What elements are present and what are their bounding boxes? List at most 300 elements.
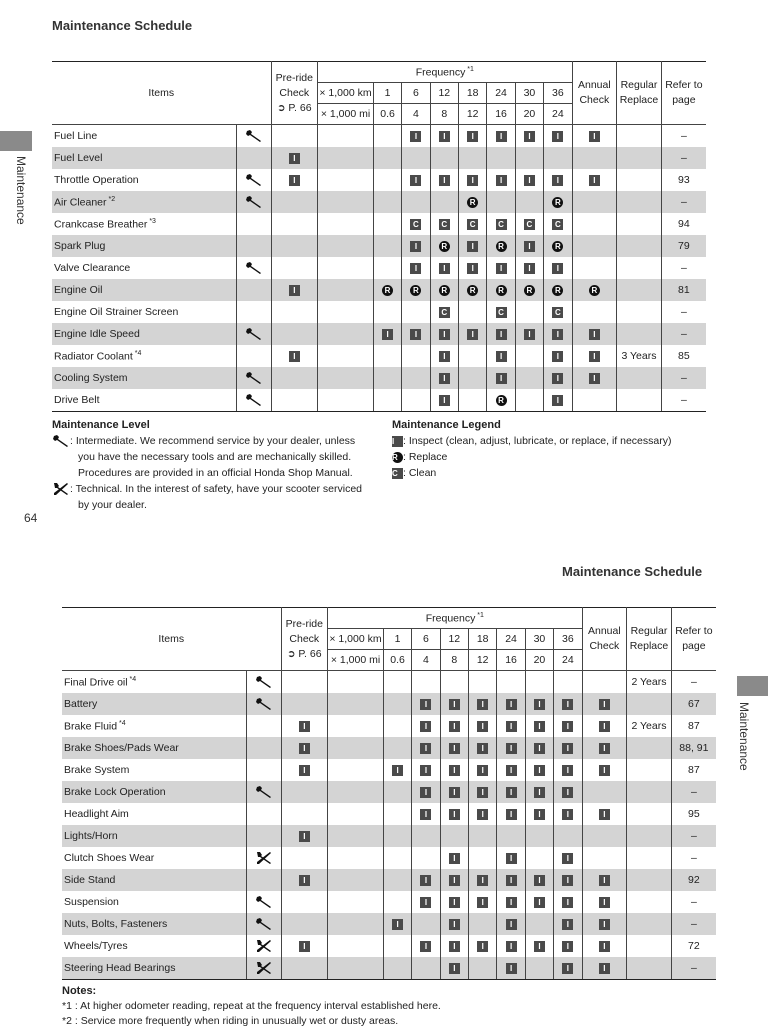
row-freq-6 — [402, 389, 430, 412]
wrench-icon — [245, 130, 263, 142]
item-label: Cooling System — [54, 372, 128, 384]
wrench-icon — [255, 698, 273, 710]
row-refer-page: 94 — [661, 213, 706, 235]
row-preride — [271, 147, 318, 169]
t1-regular-header-l2: Replace — [619, 94, 659, 106]
item-label: Brake System — [64, 764, 130, 776]
row-level — [247, 825, 281, 847]
row-freq-blank — [328, 759, 384, 781]
freq-mark: I — [467, 329, 478, 340]
freq-mark: I — [534, 875, 545, 886]
row-regular: 3 Years — [617, 345, 662, 367]
row-freq-36 — [544, 235, 572, 257]
row-freq-30 — [515, 125, 543, 148]
freq-mark: I — [477, 941, 488, 952]
row-freq-6 — [402, 147, 430, 169]
row-regular — [617, 147, 662, 169]
row-level — [247, 869, 281, 891]
annual-mark: I — [589, 329, 600, 340]
annual-mark: I — [599, 743, 610, 754]
annual-mark: I — [599, 875, 610, 886]
row-annual — [582, 935, 627, 957]
row-annual — [582, 781, 627, 803]
row-freq-36 — [544, 279, 572, 301]
row-freq-30 — [525, 781, 553, 803]
row-freq-24 — [487, 367, 515, 389]
row-freq-18 — [469, 715, 497, 737]
row-freq-18 — [469, 825, 497, 847]
row-preride — [281, 869, 328, 891]
row-freq-blank — [318, 345, 374, 367]
freq-mark: I — [439, 395, 450, 406]
freq-mark: I — [449, 743, 460, 754]
row-level — [237, 301, 271, 323]
freq-mark: I — [449, 809, 460, 820]
note-mark-2: *2 : — [62, 1015, 78, 1027]
row-freq-12 — [430, 125, 458, 148]
row-freq-30 — [525, 935, 553, 957]
row-freq-blank — [328, 737, 384, 759]
freq-mark: I — [562, 743, 573, 754]
row-regular — [627, 957, 672, 980]
t2-km-3: 18 — [469, 629, 497, 650]
t2-km-1: 6 — [412, 629, 440, 650]
row-refer-page: – — [661, 367, 706, 389]
row-refer-page: 72 — [671, 935, 716, 957]
row-freq-1 — [373, 323, 401, 345]
freq-mark: I — [449, 897, 460, 908]
row-item-name — [52, 367, 237, 389]
t2-refer-header-l2: page — [682, 640, 706, 652]
freq-mark: I — [496, 263, 507, 274]
row-freq-6 — [412, 847, 440, 869]
freq-mark: I — [449, 919, 460, 930]
row-freq-36 — [544, 125, 572, 148]
row-freq-18 — [469, 913, 497, 935]
row-freq-36 — [554, 803, 582, 825]
row-freq-6 — [402, 213, 430, 235]
row-refer-page: 92 — [671, 869, 716, 891]
wrench-icon — [245, 372, 263, 384]
freq-mark: R — [439, 241, 450, 252]
row-annual — [572, 213, 617, 235]
freq-mark: I — [534, 787, 545, 798]
t2-preride-header — [281, 608, 328, 671]
row-item-name — [52, 125, 237, 148]
freq-mark: I — [506, 699, 517, 710]
row-annual — [572, 235, 617, 257]
item-note: *3 — [147, 217, 156, 225]
row-regular — [627, 913, 672, 935]
item-note: *4 — [132, 349, 142, 357]
freq-mark: R — [552, 197, 563, 208]
row-freq-30 — [515, 323, 543, 345]
t1-preride-line3: P. 66 — [285, 101, 312, 114]
preride-mark: I — [299, 875, 310, 886]
freq-mark: I — [392, 765, 403, 776]
t1-mi-6: 24 — [544, 104, 572, 125]
freq-mark: I — [382, 329, 393, 340]
row-preride — [271, 213, 318, 235]
row-refer-page: 87 — [671, 759, 716, 781]
row-refer-page: – — [671, 913, 716, 935]
t2-mi-2: 8 — [440, 650, 468, 671]
freq-mark: I — [496, 351, 507, 362]
row-level — [237, 389, 271, 412]
annual-mark: I — [589, 373, 600, 384]
row-item-name — [62, 957, 247, 980]
row-level — [237, 257, 271, 279]
row-regular: 2 Years — [627, 715, 672, 737]
maintenance-table-1 — [52, 61, 706, 412]
row-level — [247, 913, 281, 935]
freq-mark: I — [524, 241, 535, 252]
row-annual — [582, 759, 627, 781]
row-freq-24 — [487, 279, 515, 301]
technical-icon — [255, 940, 273, 952]
freq-mark: I — [552, 395, 563, 406]
row-freq-36 — [554, 891, 582, 913]
row-freq-24 — [487, 345, 515, 367]
notes-title: Notes: — [62, 985, 97, 997]
row-freq-24 — [497, 957, 525, 980]
row-refer-page: 88, 91 — [671, 737, 716, 759]
freq-mark: I — [534, 941, 545, 952]
freq-mark: C — [496, 219, 507, 230]
freq-mark: C — [552, 219, 563, 230]
t2-arrow-icon: ➲ — [287, 648, 296, 660]
wrench-icon — [245, 196, 263, 208]
row-annual — [572, 367, 617, 389]
row-freq-30 — [525, 891, 553, 913]
row-freq-30 — [525, 671, 553, 694]
t1-regular-header-l1: Regular — [620, 79, 658, 91]
row-freq-6 — [412, 671, 440, 694]
row-freq-24 — [487, 235, 515, 257]
freq-mark: I — [524, 131, 535, 142]
row-refer-page: 85 — [661, 345, 706, 367]
row-freq-blank — [318, 257, 374, 279]
t1-mi-0: 0.6 — [373, 104, 401, 125]
t2-km-2: 12 — [440, 629, 468, 650]
row-preride — [271, 301, 318, 323]
freq-mark: I — [420, 875, 431, 886]
freq-mark: I — [496, 175, 507, 186]
technical-text-2: by your dealer. — [78, 499, 147, 511]
row-freq-1 — [383, 803, 411, 825]
t1-km-3: 18 — [459, 83, 487, 104]
row-level — [237, 235, 271, 257]
row-annual — [582, 693, 627, 715]
row-preride — [281, 935, 328, 957]
row-regular — [627, 693, 672, 715]
row-freq-18 — [469, 935, 497, 957]
t1-mi-5: 20 — [515, 104, 543, 125]
table-row — [62, 715, 716, 737]
row-level — [237, 345, 271, 367]
row-freq-30 — [525, 737, 553, 759]
t2-preride-line3: P. 66 — [295, 647, 322, 660]
t2-refer-header-l1: Refer to — [675, 625, 713, 637]
row-freq-24 — [497, 693, 525, 715]
t1-refer-header — [661, 62, 706, 125]
row-freq-18 — [469, 891, 497, 913]
freq-mark: I — [449, 765, 460, 776]
preride-mark: I — [289, 351, 300, 362]
t2-preride-line2: Check — [289, 632, 320, 645]
row-freq-36 — [554, 715, 582, 737]
annual-mark: I — [599, 897, 610, 908]
table-row — [52, 257, 706, 279]
row-preride — [271, 169, 318, 191]
row-preride — [281, 759, 328, 781]
row-refer-page: – — [671, 891, 716, 913]
row-item-name — [52, 301, 237, 323]
freq-mark: I — [420, 941, 431, 952]
t2-mi-6: 24 — [554, 650, 582, 671]
freq-mark: I — [562, 963, 573, 974]
item-note: *2 — [106, 195, 116, 203]
row-freq-36 — [544, 323, 572, 345]
row-item-name — [62, 891, 247, 913]
t2-mi-1: 4 — [412, 650, 440, 671]
freq-mark: I — [506, 963, 517, 974]
item-note: *4 — [117, 719, 126, 727]
freq-mark: R — [552, 285, 563, 296]
row-freq-12 — [430, 323, 458, 345]
note-text-2: Service more frequently when riding in unusually wet or dusty areas. — [80, 1015, 399, 1027]
row-item-name — [62, 803, 247, 825]
row-freq-18 — [459, 125, 487, 148]
row-annual — [572, 323, 617, 345]
t1-regular-header — [617, 62, 662, 125]
freq-mark: I — [552, 175, 563, 186]
row-freq-1 — [373, 235, 401, 257]
item-label: Brake Fluid — [64, 720, 118, 733]
row-freq-30 — [515, 345, 543, 367]
row-freq-24 — [487, 389, 515, 412]
freq-mark: I — [562, 853, 573, 864]
freq-mark: I — [506, 721, 517, 732]
item-label: Wheels/Tyres — [64, 940, 128, 952]
row-freq-1 — [383, 825, 411, 847]
freq-mark: C — [410, 219, 421, 230]
item-label: Side Stand — [64, 874, 116, 886]
row-refer-page: – — [661, 147, 706, 169]
freq-mark: I — [392, 919, 403, 930]
table-row — [52, 147, 706, 169]
row-freq-24 — [497, 825, 525, 847]
replace-text: : Replace — [403, 451, 448, 463]
freq-mark: I — [562, 787, 573, 798]
annual-mark: I — [599, 963, 610, 974]
t2-refer-header — [671, 608, 716, 671]
row-level — [247, 671, 281, 694]
row-freq-36 — [554, 759, 582, 781]
row-freq-36 — [544, 367, 572, 389]
row-freq-36 — [554, 847, 582, 869]
level-legend-title: Maintenance Level — [52, 419, 150, 431]
row-freq-blank — [328, 891, 384, 913]
table-row — [62, 891, 716, 913]
row-freq-12 — [440, 715, 468, 737]
preride-mark: I — [299, 831, 310, 842]
row-item-name — [52, 279, 237, 301]
row-refer-page: – — [661, 301, 706, 323]
freq-mark: I — [439, 329, 450, 340]
wrench-icon — [255, 896, 273, 908]
row-refer-page: – — [671, 847, 716, 869]
row-regular — [627, 803, 672, 825]
table-row — [62, 759, 716, 781]
t2-items-header: Items — [62, 608, 281, 671]
table-row — [52, 345, 706, 367]
freq-mark: I — [562, 721, 573, 732]
row-annual — [572, 389, 617, 412]
section-tab-2 — [737, 676, 768, 696]
freq-mark: R — [410, 285, 421, 296]
row-freq-blank — [318, 279, 374, 301]
row-freq-30 — [525, 913, 553, 935]
table-row — [52, 169, 706, 191]
t2-km-6: 36 — [554, 629, 582, 650]
freq-mark: R — [552, 241, 563, 252]
row-freq-blank — [318, 389, 374, 412]
freq-mark: I — [449, 941, 460, 952]
row-freq-1 — [383, 715, 411, 737]
row-freq-blank — [328, 957, 384, 980]
row-freq-1 — [383, 957, 411, 980]
table-row — [62, 671, 716, 694]
t2-regular-header — [627, 608, 672, 671]
notes-section — [62, 984, 702, 1029]
row-freq-blank — [328, 715, 384, 737]
wrench-icon — [52, 435, 70, 447]
row-freq-6 — [402, 125, 430, 148]
row-freq-30 — [515, 147, 543, 169]
annual-mark: I — [589, 175, 600, 186]
row-level — [237, 323, 271, 345]
table-row — [52, 191, 706, 213]
row-refer-page: – — [661, 125, 706, 148]
row-freq-blank — [318, 213, 374, 235]
row-annual — [572, 301, 617, 323]
freq-mark: I — [477, 743, 488, 754]
row-freq-12 — [430, 389, 458, 412]
page-title: Maintenance Schedule — [52, 18, 193, 33]
row-annual — [572, 257, 617, 279]
row-item-name — [62, 693, 247, 715]
table-row — [62, 825, 716, 847]
row-annual — [582, 891, 627, 913]
freq-mark: R — [496, 395, 507, 406]
item-label: Valve Clearance — [54, 262, 131, 274]
row-freq-6 — [402, 345, 430, 367]
row-freq-blank — [328, 803, 384, 825]
freq-mark: I — [477, 721, 488, 732]
row-freq-24 — [497, 759, 525, 781]
row-freq-24 — [487, 257, 515, 279]
preride-mark: I — [299, 941, 310, 952]
section-label-2: Maintenance — [737, 702, 751, 771]
row-freq-1 — [383, 913, 411, 935]
row-freq-36 — [544, 213, 572, 235]
freq-mark: I — [449, 853, 460, 864]
freq-mark: I — [420, 809, 431, 820]
freq-mark: I — [477, 699, 488, 710]
item-label: Engine Oil — [54, 284, 103, 296]
freq-mark: C — [524, 219, 535, 230]
freq-mark: I — [449, 721, 460, 732]
freq-mark: I — [449, 699, 460, 710]
row-freq-18 — [459, 323, 487, 345]
row-item-name — [52, 213, 237, 235]
row-freq-1 — [383, 759, 411, 781]
row-freq-6 — [412, 957, 440, 980]
row-freq-6 — [402, 169, 430, 191]
freq-mark: I — [496, 131, 507, 142]
freq-mark: I — [467, 241, 478, 252]
row-level — [247, 737, 281, 759]
row-level — [247, 957, 281, 980]
row-freq-6 — [402, 235, 430, 257]
row-freq-24 — [487, 147, 515, 169]
technical-icon — [255, 962, 273, 974]
t2-mi-5: 20 — [525, 650, 553, 671]
freq-mark: I — [439, 263, 450, 274]
row-refer-page: – — [661, 389, 706, 412]
row-freq-18 — [469, 869, 497, 891]
row-freq-6 — [412, 869, 440, 891]
t2-km-5: 30 — [525, 629, 553, 650]
row-annual — [572, 191, 617, 213]
row-freq-1 — [373, 279, 401, 301]
row-freq-24 — [497, 803, 525, 825]
row-annual — [572, 125, 617, 148]
row-refer-page: – — [671, 671, 716, 694]
row-item-name — [52, 257, 237, 279]
t2-km-0: 1 — [383, 629, 411, 650]
freq-mark: I — [562, 765, 573, 776]
row-freq-12 — [430, 213, 458, 235]
row-freq-24 — [497, 737, 525, 759]
row-regular — [617, 279, 662, 301]
preride-mark: I — [299, 765, 310, 776]
t1-preride-line1: Pre-ride — [275, 71, 313, 84]
row-item-name — [62, 847, 247, 869]
row-level — [247, 759, 281, 781]
row-freq-30 — [515, 257, 543, 279]
freq-mark: I — [562, 699, 573, 710]
freq-mark: R — [496, 285, 507, 296]
freq-mark: C — [552, 307, 563, 318]
row-regular — [617, 213, 662, 235]
row-annual — [582, 715, 627, 737]
row-freq-12 — [440, 781, 468, 803]
freq-mark: C — [467, 219, 478, 230]
row-regular — [627, 825, 672, 847]
row-freq-12 — [440, 825, 468, 847]
row-freq-12 — [430, 279, 458, 301]
row-item-name — [62, 781, 247, 803]
t1-annual-header-l2: Check — [579, 94, 610, 106]
row-freq-18 — [469, 847, 497, 869]
row-freq-36 — [544, 301, 572, 323]
t1-preride-line2: Check — [279, 86, 310, 99]
freq-mark: I — [477, 875, 488, 886]
freq-mark: I — [506, 787, 517, 798]
row-refer-page: – — [661, 257, 706, 279]
